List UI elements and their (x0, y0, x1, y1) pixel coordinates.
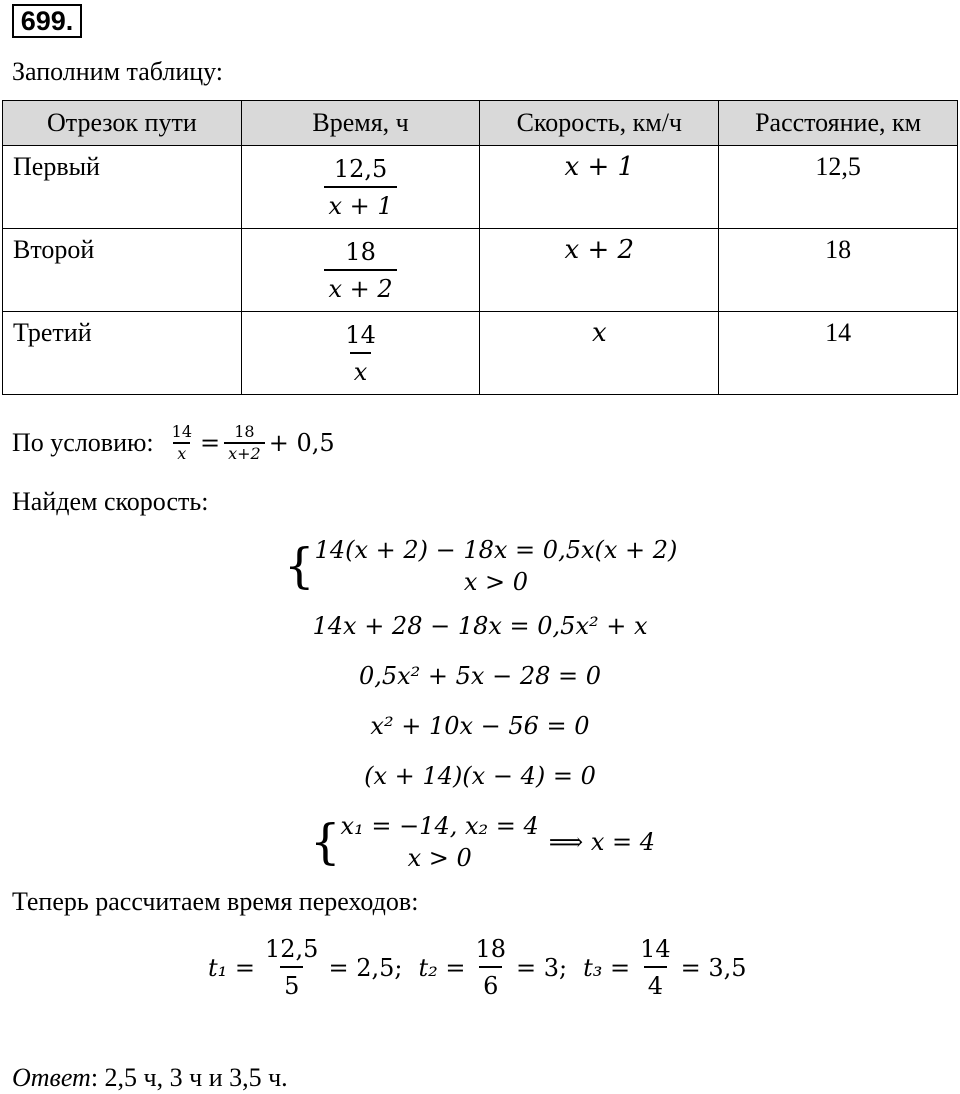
fraction-numerator: 14 (640, 935, 671, 963)
cell-time (241, 312, 480, 395)
time-fraction (324, 152, 396, 224)
time-fraction (324, 235, 396, 307)
t3-value: = 3,5 (680, 954, 747, 982)
cell-speed: x (480, 312, 719, 395)
cell-distance: 18 (719, 229, 958, 312)
answer-line (12, 1062, 288, 1094)
system-result: ⟹ x = 4 (548, 828, 655, 856)
step-line: x² + 10x − 56 = 0 (370, 712, 590, 740)
condition-lhs-fraction (168, 422, 196, 464)
t1-fraction (261, 932, 322, 1004)
times-line (208, 932, 747, 1004)
fraction-denominator: x+2 (224, 442, 265, 464)
find-speed-text: Найдем скорость: (12, 487, 209, 516)
table-row (3, 146, 958, 229)
t1-label: t₁ = (208, 954, 256, 982)
header-speed: Скорость, км/ч (480, 101, 719, 146)
header-distance: Расстояние, км (719, 101, 958, 146)
fraction-numerator: 12,5 (265, 935, 319, 963)
t2-label: t₂ = (418, 954, 466, 982)
cell-distance: 14 (719, 312, 958, 395)
left-brace-icon: { (284, 538, 315, 594)
condition-rhs-fraction (224, 422, 265, 464)
cell-distance: 12,5 (719, 146, 958, 229)
equation-system-1 (284, 534, 677, 598)
fraction-numerator: 18 (345, 238, 376, 266)
step-line: (x + 14)(x − 4) = 0 (364, 762, 596, 790)
condition-label: По условию: (12, 428, 154, 457)
t2-fraction (471, 932, 510, 1004)
fraction-denominator: 6 (479, 966, 502, 1004)
fraction-denominator: x + 1 (324, 186, 396, 224)
fraction-denominator: 5 (280, 966, 303, 1004)
answer-text: : 2,5 ч, 3 ч и 3,5 ч. (90, 1063, 288, 1092)
compute-time-text: Теперь рассчитаем время переходов: (12, 887, 419, 916)
t3-label: t₃ = (583, 954, 631, 982)
fraction-numerator: 18 (234, 422, 255, 441)
header-segment: Отрезок пути (3, 101, 242, 146)
t1-value: = 2,5; (328, 954, 403, 982)
data-table (2, 100, 958, 395)
time-fraction (341, 318, 380, 390)
t2-value: = 3; (516, 954, 568, 982)
fraction-denominator: x + 2 (324, 269, 396, 307)
problem-number: 699. (12, 4, 82, 38)
header-time: Время, ч (241, 101, 480, 146)
fraction-numerator: 12,5 (333, 155, 388, 183)
intro-text: Заполним таблицу: (12, 57, 224, 86)
cell-segment: Второй (3, 229, 242, 312)
step-line: 0,5x² + 5x − 28 = 0 (358, 662, 602, 690)
cell-speed: x + 1 (480, 146, 719, 229)
cell-segment: Третий (3, 312, 242, 395)
cell-time (241, 229, 480, 312)
table-header-row (3, 101, 958, 146)
fraction-denominator: x (350, 352, 372, 390)
fraction-denominator: 4 (644, 966, 667, 1004)
equals-sign: = (200, 429, 221, 457)
t3-fraction (636, 932, 675, 1004)
system-line-1: 14(x + 2) − 18x = 0,5x(x + 2) (314, 536, 678, 564)
cell-speed: x + 2 (480, 229, 719, 312)
condition-line (12, 422, 335, 464)
fraction-denominator: x (173, 442, 190, 464)
answer-label: Ответ (12, 1063, 91, 1092)
fraction-numerator: 14 (171, 422, 192, 441)
cell-time (241, 146, 480, 229)
condition-tail: + 0,5 (268, 429, 335, 457)
system-line-2: x > 0 (407, 844, 472, 872)
step-line: 14x + 28 − 18x = 0,5x² + x (312, 612, 648, 640)
table-row (3, 312, 958, 395)
system-line-2: x > 0 (463, 568, 529, 596)
table-row (3, 229, 958, 312)
fraction-numerator: 14 (345, 321, 376, 349)
system-line-1: x₁ = −14, x₂ = 4 (340, 812, 539, 840)
equation-system-2 (310, 810, 655, 874)
left-brace-icon: { (310, 814, 341, 870)
fraction-numerator: 18 (475, 935, 507, 963)
cell-segment: Первый (3, 146, 242, 229)
